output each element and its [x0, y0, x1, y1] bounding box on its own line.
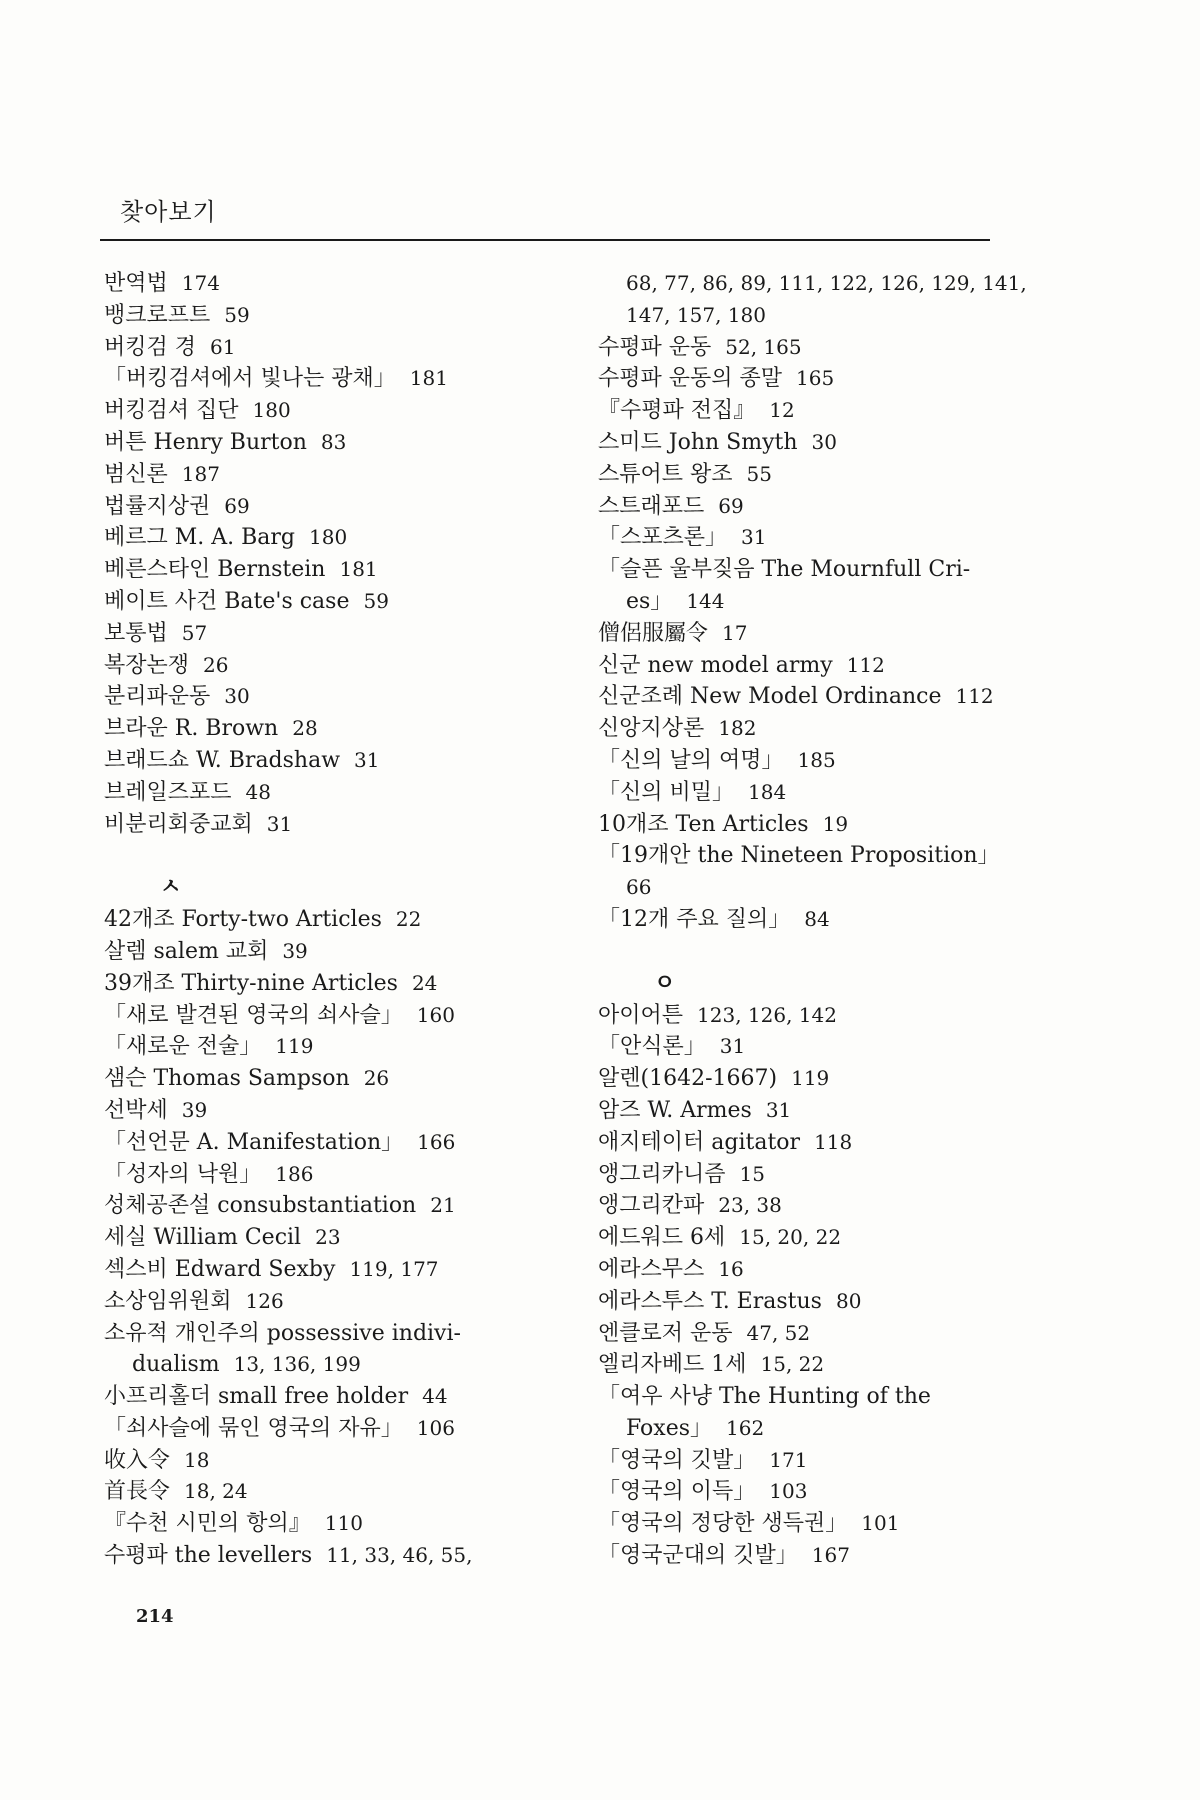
index-entry: [598, 332, 1038, 364]
index-page-numbers: 112: [955, 684, 994, 709]
index-term: 범신론: [104, 461, 168, 487]
index-page-numbers: 166: [417, 1129, 456, 1154]
index-term: 선박세: [104, 1097, 168, 1123]
index-entry: [598, 1445, 1038, 1477]
index-entry: [104, 968, 544, 1000]
index-term: 섹스비 Edward Sexby: [104, 1256, 336, 1282]
index-entry: [598, 1413, 1038, 1445]
section-heading-ieung: ㅇ: [654, 969, 676, 996]
index-page-numbers: 110: [324, 1511, 363, 1536]
index-entry: [104, 332, 544, 364]
index-page-numbers: 23: [315, 1225, 341, 1250]
index-entry: [598, 1000, 1038, 1032]
index-page-numbers: 11, 33, 46, 55,: [326, 1543, 473, 1568]
index-term: 「성자의 낙원」: [104, 1161, 262, 1187]
index-term: 버킹검셔 집단: [104, 398, 239, 424]
index-page-numbers: 185: [797, 747, 836, 772]
index-term: 샘슨 Thomas Sampson: [104, 1066, 350, 1092]
index-page-numbers: 47, 52: [746, 1320, 811, 1345]
index-page-numbers: 18, 24: [184, 1479, 248, 1504]
index-entry: [104, 363, 544, 395]
index-term: 「스포츠론」: [598, 525, 728, 551]
index-term: 브라운 R. Brown: [104, 716, 279, 742]
index-term: 앵그리카니즘: [598, 1161, 726, 1187]
index-page-numbers: 30: [811, 429, 837, 454]
index-entry: [598, 1063, 1038, 1095]
index-page-numbers: 39: [181, 1097, 208, 1122]
index-term: 에라스무스: [598, 1256, 705, 1282]
index-entry: [598, 809, 1038, 841]
index-term: 10개조 Ten Articles: [598, 811, 809, 837]
index-entry: [598, 300, 1038, 332]
index-entry: [598, 1127, 1038, 1159]
index-term: 『수평파 전집』: [598, 398, 756, 424]
index-page-numbers: 119, 177: [349, 1256, 439, 1281]
index-entry: [104, 395, 544, 427]
index-entry: [104, 713, 544, 745]
index-entry: [598, 1540, 1038, 1572]
index-entry: [598, 618, 1038, 650]
index-entry: [104, 268, 544, 300]
index-term: 소유적 개인주의 possessive indivi-: [104, 1320, 461, 1346]
index-term: 「19개안 the Nineteen Proposition」: [598, 843, 1000, 869]
index-entry: [104, 1476, 544, 1508]
index-page-numbers: 31: [719, 1034, 746, 1059]
index-page-numbers: 84: [804, 906, 830, 931]
index-entry: [104, 1000, 544, 1032]
index-term: 「영국의 깃발」: [598, 1447, 756, 1473]
index-term: 소상임위원회: [104, 1288, 232, 1314]
index-page-numbers: 180: [252, 398, 291, 423]
index-entry: [104, 1190, 544, 1222]
index-entry: [104, 554, 544, 586]
index-term: 「선언문 A. Manifestation」: [104, 1129, 404, 1155]
index-entry: [598, 872, 1038, 904]
index-entry: [598, 586, 1038, 618]
index-entry: [598, 522, 1038, 554]
index-entry: [104, 1318, 544, 1350]
index-entry: [104, 777, 544, 809]
index-page-numbers: 61: [210, 334, 236, 359]
index-term: 아이어튼: [598, 1002, 684, 1028]
index-entry: [598, 1095, 1038, 1127]
index-entry: [598, 491, 1038, 523]
index-page-numbers: 44: [422, 1384, 448, 1409]
index-page-numbers: 66: [626, 875, 652, 900]
index-entry: [104, 1381, 544, 1413]
index-page-numbers: 28: [292, 716, 318, 741]
index-page-numbers: 103: [769, 1479, 808, 1504]
index-term: 뱅크로프트: [104, 302, 211, 328]
index-entry: [104, 459, 544, 491]
index-page-numbers: 106: [416, 1415, 455, 1440]
index-term: 세실 William Cecil: [104, 1225, 302, 1251]
index-entry: [104, 1254, 544, 1286]
index-page-numbers: 23, 38: [718, 1193, 782, 1218]
index-term: 분리파운동: [104, 684, 211, 710]
index-term: 버킹검 경: [104, 334, 197, 360]
index-entry: [598, 427, 1038, 459]
index-entry: [104, 936, 544, 968]
index-page-numbers: 171: [769, 1447, 808, 1472]
index-term: 스튜어트 왕조: [598, 461, 733, 487]
index-page-numbers: 24: [411, 970, 438, 995]
index-entry: [104, 1095, 544, 1127]
index-term: 수평파 the levellers: [104, 1543, 313, 1569]
index-entry: [104, 1063, 544, 1095]
index-page-numbers: 22: [395, 907, 422, 932]
index-term: 법률지상권: [104, 493, 211, 519]
index-entry: [598, 1286, 1038, 1318]
index-term: 성체공존설 consubstantiation: [104, 1193, 417, 1219]
index-term: 收入令: [104, 1447, 171, 1473]
index-entry: [598, 268, 1038, 300]
index-term: 수평파 운동: [598, 334, 712, 360]
index-entry: [598, 1254, 1038, 1286]
index-page-numbers: 19: [822, 811, 849, 836]
index-entry: [598, 1159, 1038, 1191]
index-entry: [598, 1476, 1038, 1508]
index-page-numbers: 57: [181, 620, 208, 645]
page-header-title: 찾아보기: [120, 198, 217, 226]
index-term: 僧侶服屬令: [598, 620, 709, 646]
index-entry: [598, 395, 1038, 427]
index-entry: [598, 681, 1038, 713]
index-entry: [104, 1222, 544, 1254]
index-entry: [598, 554, 1038, 586]
index-entry: [104, 650, 544, 682]
index-page-numbers: 69: [718, 493, 744, 518]
index-term: 「안식론」: [598, 1034, 706, 1060]
index-page-numbers: 55: [746, 461, 772, 486]
index-page-numbers: 174: [181, 271, 220, 295]
index-term: 「영국의 정당한 생득권」: [598, 1511, 848, 1537]
index-entry: [104, 1413, 544, 1445]
index-page-numbers: 83: [320, 429, 347, 454]
index-page-numbers: 186: [275, 1161, 314, 1186]
index-entry: [104, 1159, 544, 1191]
right-group-2: [598, 1000, 1038, 1572]
index-page-numbers: 21: [430, 1193, 456, 1218]
index-entry: [598, 1508, 1038, 1540]
index-term: 비분리회중교회: [104, 811, 253, 837]
index-page-numbers: 181: [339, 557, 378, 582]
index-entry: [598, 1222, 1038, 1254]
index-entry: [598, 713, 1038, 745]
index-term: 엘리자베드 1세: [598, 1352, 747, 1378]
index-page-numbers: 31: [354, 747, 380, 772]
index-entry: [104, 1349, 544, 1381]
left-group-2: [104, 904, 544, 1572]
header-rule: [100, 239, 990, 241]
index-page-numbers: 52, 165: [725, 334, 802, 359]
index-entry: [104, 427, 544, 459]
index-entry: [104, 586, 544, 618]
index-page-numbers: 118: [814, 1129, 853, 1154]
right-group-1: [598, 268, 1038, 936]
index-entry: [104, 745, 544, 777]
index-page-numbers: 59: [363, 588, 389, 613]
index-page-numbers: 30: [224, 684, 250, 709]
index-term: Foxes」: [626, 1415, 713, 1441]
index-entry: [598, 777, 1038, 809]
index-entry: [104, 1508, 544, 1540]
index-page-numbers: 15, 22: [760, 1352, 825, 1377]
index-entry: [104, 618, 544, 650]
index-term: 「12개 주요 질의」: [598, 906, 791, 932]
index-term: 베르그 M. A. Barg: [104, 525, 296, 551]
index-term: 에드워드 6세: [598, 1225, 726, 1251]
index-page-numbers: 31: [741, 525, 767, 550]
index-page-numbers: 13, 136, 199: [233, 1352, 361, 1377]
index-page-numbers: 12: [769, 398, 795, 423]
index-page-numbers: 184: [748, 779, 787, 804]
index-term: 42개조 Forty-two Articles: [104, 907, 382, 933]
index-entry: [104, 1445, 544, 1477]
index-page-numbers: 160: [416, 1002, 455, 1027]
index-term: 베른스타인 Bernstein: [104, 557, 326, 583]
index-term: 스트래포드: [598, 493, 705, 519]
index-page-numbers: 31: [266, 811, 293, 836]
left-index-column: [104, 268, 544, 1572]
index-entry: [598, 459, 1038, 491]
index-page-numbers: 48: [245, 779, 271, 804]
index-page-numbers: 16: [718, 1256, 744, 1281]
index-page-numbers: 101: [861, 1511, 900, 1536]
index-page-numbers: 26: [363, 1066, 390, 1091]
index-term: 「쇠사슬에 묶인 영국의 자유」: [104, 1415, 403, 1441]
index-entry: [598, 1349, 1038, 1381]
index-term: 「영국군대의 깃발」: [598, 1543, 798, 1569]
index-page-numbers: 18: [184, 1447, 210, 1472]
index-page-numbers: 181: [409, 366, 448, 391]
index-term: 首長令: [104, 1479, 171, 1505]
index-page-numbers: 182: [718, 716, 757, 741]
index-term: 「신의 비밀」: [598, 779, 735, 805]
index-entry: [598, 1031, 1038, 1063]
index-term: 브레일즈포드: [104, 779, 232, 805]
index-term: 「영국의 이득」: [598, 1479, 756, 1505]
index-page-numbers: 165: [796, 366, 835, 391]
index-entry: [598, 1190, 1038, 1222]
index-page-numbers: 68, 77, 86, 89, 111, 122, 126, 129, 141,: [626, 271, 1027, 295]
index-term: 39개조 Thirty-nine Articles: [104, 970, 398, 996]
index-page-numbers: 123, 126, 142: [697, 1002, 837, 1027]
index-page-numbers: 162: [726, 1415, 765, 1440]
index-entry: [598, 904, 1038, 936]
page-number: 214: [136, 1606, 174, 1627]
index-term: 에라스투스 T. Erastus: [598, 1288, 822, 1314]
index-entry: [104, 1286, 544, 1318]
index-page-numbers: 180: [309, 525, 348, 550]
index-term: 스미드 John Smyth: [598, 429, 798, 455]
index-term: 앵그리칸파: [598, 1193, 705, 1219]
index-term: 암즈 W. Armes: [598, 1097, 752, 1123]
index-term: 버튼 Henry Burton: [104, 429, 307, 455]
index-term: 신군 new model army: [598, 652, 833, 678]
index-term: 알렌(1642-1667): [598, 1066, 778, 1092]
index-entry: [104, 1031, 544, 1063]
index-page-numbers: 112: [846, 652, 885, 677]
index-term: 살렘 salem 교회: [104, 938, 269, 964]
index-term: 小프리홀더 small free holder: [104, 1384, 409, 1410]
index-entry: [104, 681, 544, 713]
index-entry: [104, 300, 544, 332]
index-page-numbers: 167: [811, 1543, 850, 1568]
index-term: 『수천 시민의 항의』: [104, 1511, 311, 1537]
index-term: 「새로 발견된 영국의 쇠사슬」: [104, 1002, 403, 1028]
index-page-numbers: 80: [835, 1288, 862, 1313]
index-entry: [598, 363, 1038, 395]
index-term: 엔클로저 운동: [598, 1320, 733, 1346]
index-page-numbers: 15: [739, 1161, 765, 1186]
index-page-numbers: 147, 157, 180: [626, 302, 766, 327]
index-term: 복장논쟁: [104, 652, 190, 678]
index-term: 「신의 날의 여명」: [598, 747, 784, 773]
index-term: 「새로운 전술」: [104, 1034, 262, 1060]
index-page-numbers: 31: [765, 1097, 792, 1122]
index-entry: [598, 840, 1038, 872]
right-index-column: [598, 268, 1038, 1572]
index-term: 브래드쇼 W. Bradshaw: [104, 747, 341, 773]
index-term: dualism: [132, 1352, 220, 1378]
index-page-numbers: 39: [282, 938, 308, 963]
index-page-numbers: 119: [791, 1066, 830, 1091]
index-entry: [104, 809, 544, 841]
index-page-numbers: 15, 20, 22: [739, 1225, 842, 1250]
index-entry: [104, 522, 544, 554]
index-term: es」: [626, 588, 673, 614]
index-term: 「슬픈 울부짖음 The Mournfull Cri-: [598, 557, 971, 583]
index-entry: [598, 1381, 1038, 1413]
index-page-numbers: 26: [203, 652, 229, 677]
index-entry: [598, 650, 1038, 682]
left-group-1: [104, 268, 544, 840]
index-entry: [598, 745, 1038, 777]
index-term: 「여우 사냥 The Hunting of the: [598, 1384, 931, 1410]
index-entry: [104, 904, 544, 936]
index-page-numbers: 119: [275, 1034, 314, 1059]
index-entry: [104, 1127, 544, 1159]
index-term: 수평파 운동의 종말: [598, 366, 783, 392]
index-page-numbers: 69: [224, 493, 250, 518]
index-page-numbers: 17: [722, 620, 748, 645]
index-term: 베이트 사건 Bate's case: [104, 588, 350, 614]
index-page-numbers: 187: [181, 461, 220, 486]
index-page-numbers: 126: [245, 1288, 284, 1313]
index-term: 「버킹검셔에서 빛나는 광채」: [104, 366, 396, 392]
index-term: 보통법: [104, 620, 168, 646]
index-term: 반역법: [104, 271, 168, 296]
index-page-numbers: 59: [224, 302, 250, 327]
index-term: 신군조례 New Model Ordinance: [598, 684, 942, 710]
section-heading-siot: ㅅ: [160, 874, 182, 901]
index-page-numbers: 144: [686, 588, 725, 613]
index-entry: [598, 1318, 1038, 1350]
index-entry: [104, 491, 544, 523]
index-term: 신앙지상론: [598, 716, 705, 742]
index-entry: [104, 1540, 544, 1572]
index-term: 애지테이터 agitator: [598, 1129, 801, 1155]
